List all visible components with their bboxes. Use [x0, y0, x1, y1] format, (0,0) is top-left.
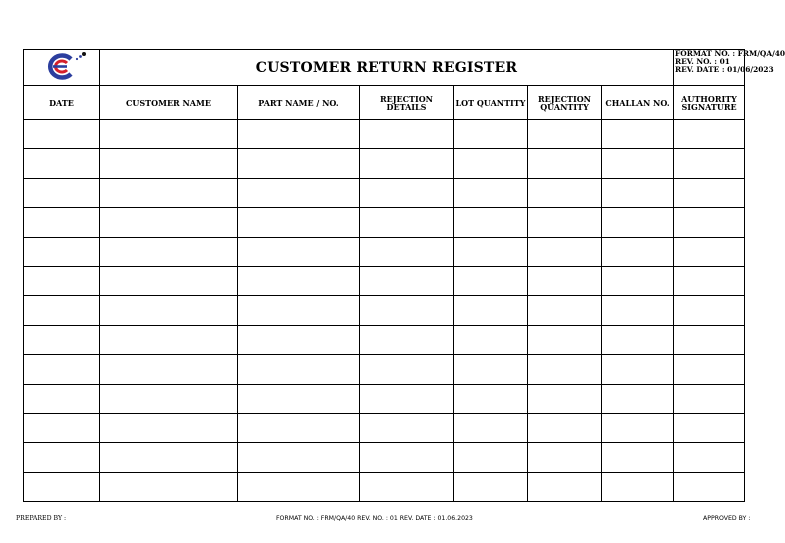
table-cell[interactable]: [238, 208, 360, 237]
format-number: FORMAT NO. : FRM/QA/40: [675, 49, 785, 58]
table-cell[interactable]: [24, 237, 100, 266]
column-header: AUTHORITY SIGNATURE: [674, 86, 745, 120]
table-cell[interactable]: [602, 413, 674, 442]
table-cell[interactable]: [454, 120, 528, 149]
table-cell[interactable]: [528, 178, 602, 207]
table-cell[interactable]: [528, 120, 602, 149]
table-cell[interactable]: [602, 149, 674, 178]
table-cell[interactable]: [360, 237, 454, 266]
revision-number: REV. NO. : 01: [675, 57, 730, 67]
table-cell[interactable]: [602, 266, 674, 295]
table-cell[interactable]: [238, 472, 360, 501]
table-cell[interactable]: [602, 443, 674, 472]
table-cell[interactable]: [100, 120, 238, 149]
format-info: [674, 49, 785, 86]
table-cell[interactable]: [528, 355, 602, 384]
table-cell[interactable]: [528, 384, 602, 413]
table-cell[interactable]: [24, 266, 100, 295]
table-cell[interactable]: [528, 413, 602, 442]
approved-by-label: APPROVED BY :: [703, 515, 751, 522]
table-cell[interactable]: [674, 178, 745, 207]
table-cell[interactable]: [674, 296, 745, 325]
table-cell[interactable]: [674, 443, 745, 472]
table-cell[interactable]: [528, 296, 602, 325]
table-cell[interactable]: [602, 237, 674, 266]
table-cell[interactable]: [238, 384, 360, 413]
table-cell[interactable]: [360, 384, 454, 413]
table-cell[interactable]: [238, 296, 360, 325]
table-cell[interactable]: [674, 208, 745, 237]
table-row: [24, 443, 745, 472]
table-cell[interactable]: [602, 178, 674, 207]
table-row: [24, 384, 745, 413]
table-cell[interactable]: [100, 208, 238, 237]
column-header: CUSTOMER NAME: [100, 86, 238, 120]
table-cell[interactable]: [528, 266, 602, 295]
table-row: [24, 472, 745, 501]
table-row: [24, 296, 745, 325]
column-header: PART NAME / NO.: [238, 86, 360, 120]
table-row: [24, 149, 745, 178]
table-cell[interactable]: [674, 325, 745, 354]
table-row: [24, 208, 745, 237]
table-row: [24, 355, 745, 384]
table-cell[interactable]: [602, 384, 674, 413]
company-logo-icon: [37, 51, 87, 81]
table-cell[interactable]: [360, 120, 454, 149]
page-title: CUSTOMER RETURN REGISTER: [100, 50, 674, 86]
table-cell[interactable]: [24, 296, 100, 325]
table-cell[interactable]: [100, 325, 238, 354]
table-cell[interactable]: [24, 208, 100, 237]
table-cell[interactable]: [24, 149, 100, 178]
table-cell[interactable]: [454, 443, 528, 472]
table-cell[interactable]: [360, 325, 454, 354]
table-cell[interactable]: [238, 266, 360, 295]
table-cell[interactable]: [360, 266, 454, 295]
table-cell[interactable]: [454, 472, 528, 501]
table-cell[interactable]: [100, 355, 238, 384]
title-row: [24, 50, 745, 86]
table-cell[interactable]: [602, 296, 674, 325]
table-cell[interactable]: [674, 149, 745, 178]
table-cell[interactable]: [674, 355, 745, 384]
table-cell[interactable]: [528, 325, 602, 354]
table-cell[interactable]: [674, 472, 745, 501]
column-header: REJECTION DETAILS: [360, 86, 454, 120]
table-cell[interactable]: [528, 472, 602, 501]
table-cell[interactable]: [454, 178, 528, 207]
table-cell[interactable]: [24, 384, 100, 413]
table-cell[interactable]: [238, 237, 360, 266]
table-cell[interactable]: [454, 266, 528, 295]
table-cell[interactable]: [528, 443, 602, 472]
table-cell[interactable]: [360, 472, 454, 501]
table-cell[interactable]: [24, 325, 100, 354]
table-cell[interactable]: [602, 120, 674, 149]
table-cell[interactable]: [238, 120, 360, 149]
table-cell[interactable]: [238, 355, 360, 384]
table-cell[interactable]: [674, 237, 745, 266]
column-header-row: [24, 86, 745, 120]
register-table: [23, 49, 785, 502]
column-header: CHALLAN NO.: [602, 86, 674, 120]
table-cell[interactable]: [454, 355, 528, 384]
table-cell[interactable]: [674, 266, 745, 295]
table-cell[interactable]: [454, 149, 528, 178]
table-cell[interactable]: [602, 208, 674, 237]
table-cell[interactable]: [24, 178, 100, 207]
table-row: [24, 325, 745, 354]
table-cell[interactable]: [100, 296, 238, 325]
revision-date: REV. DATE : 01/06/2023: [675, 65, 774, 75]
table-cell[interactable]: [454, 413, 528, 442]
table-cell[interactable]: [360, 443, 454, 472]
table-cell[interactable]: [360, 355, 454, 384]
table-cell[interactable]: [238, 178, 360, 207]
table-cell[interactable]: [100, 472, 238, 501]
table-cell[interactable]: [100, 443, 238, 472]
table-cell[interactable]: [238, 325, 360, 354]
table-cell[interactable]: [360, 296, 454, 325]
table-cell[interactable]: [602, 325, 674, 354]
table-cell[interactable]: [674, 120, 745, 149]
table-cell[interactable]: [24, 472, 100, 501]
logo-cell: [24, 50, 100, 86]
table-cell[interactable]: [100, 149, 238, 178]
table-cell[interactable]: [602, 355, 674, 384]
table-cell[interactable]: [24, 413, 100, 442]
table-cell[interactable]: [24, 355, 100, 384]
table-cell[interactable]: [602, 472, 674, 501]
table-cell[interactable]: [454, 325, 528, 354]
footer-format-line: FORMAT NO. : FRM/QA/40 REV. NO. : 01 REV. DATE : 01.06.2023: [276, 515, 473, 522]
column-header: DATE: [24, 86, 100, 120]
table-cell[interactable]: [100, 237, 238, 266]
table-cell[interactable]: [100, 384, 238, 413]
table-cell[interactable]: [360, 149, 454, 178]
table-cell[interactable]: [454, 208, 528, 237]
table-cell[interactable]: [100, 178, 238, 207]
table-cell[interactable]: [238, 413, 360, 442]
column-header: LOT QUANTITY: [454, 86, 528, 120]
table-row: [24, 178, 745, 207]
table-cell[interactable]: [454, 296, 528, 325]
table-row: [24, 120, 745, 149]
table-cell[interactable]: [674, 384, 745, 413]
table-cell[interactable]: [454, 237, 528, 266]
table-cell[interactable]: [674, 413, 745, 442]
column-header: REJECTION QUANTITY: [528, 86, 602, 120]
table-cell[interactable]: [24, 120, 100, 149]
table-cell[interactable]: [100, 266, 238, 295]
table-cell[interactable]: [528, 208, 602, 237]
table-cell[interactable]: [238, 443, 360, 472]
table-cell[interactable]: [454, 384, 528, 413]
table-cell[interactable]: [528, 149, 602, 178]
table-row: [24, 237, 745, 266]
table-row: [24, 266, 745, 295]
table-cell[interactable]: [238, 149, 360, 178]
table-cell[interactable]: [528, 237, 602, 266]
table-cell[interactable]: [360, 413, 454, 442]
table-cell[interactable]: [24, 443, 100, 472]
prepared-by-label: PREPARED BY :: [16, 515, 67, 522]
table-cell[interactable]: [100, 413, 238, 442]
table-cell[interactable]: [360, 208, 454, 237]
table-row: [24, 413, 745, 442]
table-cell[interactable]: [360, 178, 454, 207]
